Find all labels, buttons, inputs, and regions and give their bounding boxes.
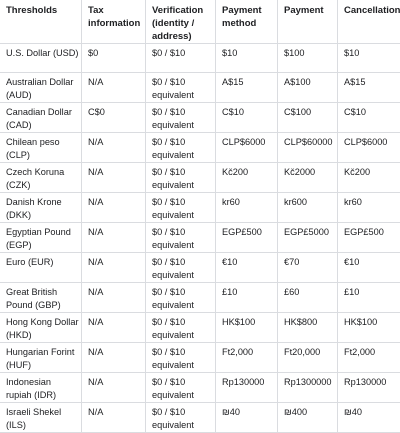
- table-header-row: [0, 0, 400, 44]
- cell-payment: $100: [278, 44, 338, 73]
- cell-currency: Canadian Dollar (CAD): [0, 103, 82, 133]
- table-row: [0, 44, 400, 73]
- cell-tax-information: N/A: [82, 403, 146, 433]
- table-row: [0, 163, 400, 193]
- cell-payment-method: Kč200: [216, 163, 278, 193]
- cell-payment: CLP$60000: [278, 133, 338, 163]
- cell-tax-information: $0: [82, 44, 146, 73]
- table-row: [0, 343, 400, 373]
- cell-cancellation: EGP£500: [338, 223, 400, 253]
- cell-payment-method: $10: [216, 44, 278, 73]
- cell-tax-information: N/A: [82, 223, 146, 253]
- header-thresholds: Thresholds: [0, 0, 82, 44]
- cell-cancellation: A$15: [338, 73, 400, 103]
- cell-cancellation: €10: [338, 253, 400, 283]
- cell-cancellation: $10: [338, 44, 400, 73]
- cell-tax-information: N/A: [82, 343, 146, 373]
- cell-payment: £60: [278, 283, 338, 313]
- header-payment-method: Payment method: [216, 0, 278, 44]
- cell-payment-method: EGP£500: [216, 223, 278, 253]
- cell-cancellation: kr60: [338, 193, 400, 223]
- table-row: [0, 313, 400, 343]
- cell-cancellation: CLP$6000: [338, 133, 400, 163]
- cell-payment: C$100: [278, 103, 338, 133]
- cell-currency: Hungarian Forint (HUF): [0, 343, 82, 373]
- cell-currency: Indonesian rupiah (IDR): [0, 373, 82, 403]
- table-row: [0, 253, 400, 283]
- cell-tax-information: N/A: [82, 283, 146, 313]
- cell-payment-method: Rp130000: [216, 373, 278, 403]
- cell-verification: $0 / $10 equivalent: [146, 163, 216, 193]
- cell-payment: HK$800: [278, 313, 338, 343]
- cell-currency: Danish Krone (DKK): [0, 193, 82, 223]
- table-row: [0, 73, 400, 103]
- cell-payment: Rp1300000: [278, 373, 338, 403]
- table-row: [0, 373, 400, 403]
- cell-payment-method: C$10: [216, 103, 278, 133]
- cell-tax-information: N/A: [82, 73, 146, 103]
- cell-tax-information: N/A: [82, 133, 146, 163]
- table-row: [0, 193, 400, 223]
- cell-verification: $0 / $10 equivalent: [146, 133, 216, 163]
- table-row: [0, 223, 400, 253]
- cell-currency: Australian Dollar (AUD): [0, 73, 82, 103]
- cell-payment-method: kr60: [216, 193, 278, 223]
- cell-tax-information: N/A: [82, 313, 146, 343]
- cell-currency: Great British Pound (GBP): [0, 283, 82, 313]
- cell-verification: $0 / $10 equivalent: [146, 403, 216, 433]
- cell-payment-method: A$15: [216, 73, 278, 103]
- cell-cancellation: Rp130000: [338, 373, 400, 403]
- header-tax-information: Tax information: [82, 0, 146, 44]
- table-row: [0, 283, 400, 313]
- cell-payment: €70: [278, 253, 338, 283]
- cell-payment: A$100: [278, 73, 338, 103]
- header-verification: Verification (identity / address): [146, 0, 216, 44]
- cell-verification: $0 / $10 equivalent: [146, 283, 216, 313]
- cell-tax-information: N/A: [82, 163, 146, 193]
- cell-payment: Ft20,000: [278, 343, 338, 373]
- table-row: [0, 403, 400, 433]
- cell-payment-method: £10: [216, 283, 278, 313]
- cell-currency: Hong Kong Dollar (HKD): [0, 313, 82, 343]
- cell-payment-method: Ft2,000: [216, 343, 278, 373]
- cell-cancellation: £10: [338, 283, 400, 313]
- table-row: [0, 133, 400, 163]
- cell-verification: $0 / $10: [146, 44, 216, 73]
- table-row: [0, 103, 400, 133]
- cell-verification: $0 / $10 equivalent: [146, 103, 216, 133]
- cell-payment-method: €10: [216, 253, 278, 283]
- header-cancellation: Cancellation: [338, 0, 400, 44]
- cell-currency: U.S. Dollar (USD): [0, 44, 82, 73]
- cell-cancellation: ₪40: [338, 403, 400, 433]
- header-payment: Payment: [278, 0, 338, 44]
- cell-cancellation: C$10: [338, 103, 400, 133]
- cell-tax-information: N/A: [82, 193, 146, 223]
- cell-payment: ₪400: [278, 403, 338, 433]
- cell-currency: Czech Koruna (CZK): [0, 163, 82, 193]
- cell-currency: Euro (EUR): [0, 253, 82, 283]
- cell-currency: Israeli Shekel (ILS): [0, 403, 82, 433]
- cell-payment: kr600: [278, 193, 338, 223]
- cell-cancellation: Ft2,000: [338, 343, 400, 373]
- cell-verification: $0 / $10 equivalent: [146, 193, 216, 223]
- cell-verification: $0 / $10 equivalent: [146, 253, 216, 283]
- cell-payment-method: HK$100: [216, 313, 278, 343]
- cell-payment: EGP£5000: [278, 223, 338, 253]
- cell-cancellation: HK$100: [338, 313, 400, 343]
- cell-payment: Kč2000: [278, 163, 338, 193]
- cell-payment-method: CLP$6000: [216, 133, 278, 163]
- cell-tax-information: N/A: [82, 373, 146, 403]
- cell-tax-information: C$0: [82, 103, 146, 133]
- cell-verification: $0 / $10 equivalent: [146, 73, 216, 103]
- cell-cancellation: Kč200: [338, 163, 400, 193]
- cell-verification: $0 / $10 equivalent: [146, 373, 216, 403]
- cell-verification: $0 / $10 equivalent: [146, 313, 216, 343]
- cell-tax-information: N/A: [82, 253, 146, 283]
- cell-currency: Egyptian Pound (EGP): [0, 223, 82, 253]
- cell-currency: Chilean peso (CLP): [0, 133, 82, 163]
- cell-verification: $0 / $10 equivalent: [146, 223, 216, 253]
- cell-payment-method: ₪40: [216, 403, 278, 433]
- cell-verification: $0 / $10 equivalent: [146, 343, 216, 373]
